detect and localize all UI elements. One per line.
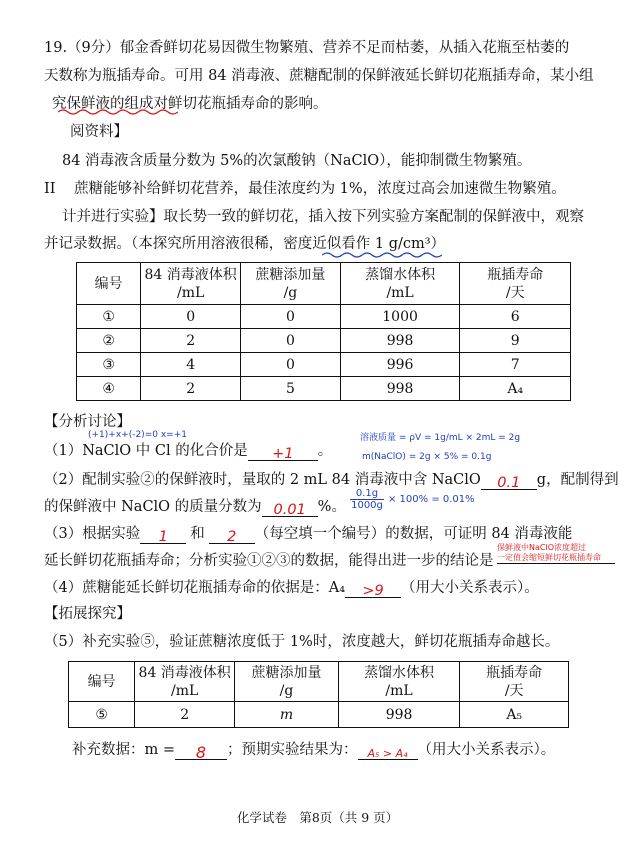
table-row [77,329,571,353]
experiment-table-2 [68,661,569,728]
t1-header-2: 蔗糖添加量 /g [241,263,341,305]
q4-text-b: （用大小关系表示）。 [401,580,539,596]
design-line-2: 并记录数据。（本探究所用溶液很稀，密度近似看作 1 g/cm³） [44,236,446,252]
extension-heading: 【拓展探究】 [44,606,131,622]
table-row [77,377,571,401]
q1-answer-blank[interactable] [248,444,318,461]
table-row [77,353,571,377]
supplement-text-c: （用大小关系表示）。 [417,742,556,758]
table-row [77,305,571,329]
t2-header-3: 蒸馏水体积 /mL [338,662,460,702]
info-heading: 阅资料】 [70,124,128,140]
q2-answer-2: 0.01 [273,502,306,518]
table-cell: 0 [241,305,341,329]
q1-end: 。 [317,443,333,459]
question-line-3: 究保鲜液的组成对鲜切花瓶插寿命的影响。 [52,96,328,112]
table-cell: m [235,702,339,728]
q3-answer-1: 1 [158,529,168,545]
info-item-2: 蔗糖能够补给鲜切花营养，最佳浓度约为 1%，浓度过高会加速微生物繁殖。 [74,181,566,197]
q3-text-b: 和 [190,526,205,542]
table-cell: A₅ [460,702,569,728]
q4-answer-blank[interactable] [345,581,401,598]
q4-answer: >9 [362,583,384,599]
q3-answer-1-blank[interactable] [140,527,186,544]
info-item-2-label: II [44,181,56,197]
q2-answer-2-blank[interactable] [262,500,318,517]
t2-header-0: 编号 [69,662,135,702]
q3-text-d: 延长鲜切花瓶插寿命；分析实验①②③的数据，能得出进一步的结论是 [44,553,494,569]
calc-frac-den: 1000g [351,500,383,511]
q3-answer-3-line2: 一定值会缩短鲜切花瓶插寿命 [497,553,601,562]
q2-answer-1: 0.1 [497,475,521,491]
q2-text-b: g，配制得到 [536,472,619,488]
calc-fraction [350,488,475,511]
q3-answer-3-line1: 保鲜液中NaClO浓度超过 [497,543,586,552]
calc-line-2: m(NaClO) = 2g × 5% = 0.1g [362,452,492,462]
table-cell: ① [77,305,141,329]
supplement-text-a: 补充数据：m = [72,742,176,758]
table-cell: A₄ [460,377,571,401]
q2-text-d: %。 [317,499,346,515]
table-cell: ③ [77,353,141,377]
supplement-answer-2: A₅ > A₄ [367,747,408,760]
t1-header-4: 瓶插寿命 /天 [460,263,571,305]
table-cell: 2 [135,702,235,728]
q3-answer-2: 2 [227,529,237,545]
info-item-1: 84 消毒液含质量分数为 5%的次氯酸钠（NaClO），能抑制微生物繁殖。 [62,153,532,169]
q1-handwritten-note: (+1)+x+(-2)=0 x=+1 [88,430,187,440]
table-cell: 9 [460,329,571,353]
table-cell: 996 [340,353,460,377]
table-cell: ④ [77,377,141,401]
supplement-answer-2-blank[interactable] [358,743,418,760]
table-cell: 1000 [340,305,460,329]
page-footer: 化学试卷 第8页（共 9 页） [236,810,399,825]
calc-frac-tail: × 100% = 0.01% [388,494,475,505]
calc-frac-num: 0.1g [355,488,379,499]
question-line-2: 天数称为瓶插寿命。可用 84 消毒液、蔗糖配制的保鲜液延长鲜切花瓶插寿命，某小组 [44,68,594,84]
q4-text-a: （4）蔗糖能延长鲜切花瓶插寿命的依据是：A₄ [44,580,346,596]
supplement-answer-1: 8 [195,743,207,762]
q3-answer-3-blank[interactable] [497,543,615,564]
table-cell: ⑤ [69,702,135,728]
q2-text-a: （2）配制实验②的保鲜液时，量取的 2 mL 84 消毒液中含 NaClO [44,472,481,488]
table-cell: 998 [340,329,460,353]
q3-text-a: （3）根据实验 [44,526,141,542]
table-cell: 2 [141,377,241,401]
supplement-text-b: ；预期实验结果为： [227,742,358,758]
table-row [69,702,569,728]
q1-text: （1）NaClO 中 Cl 的化合价是 [44,443,248,459]
q3-text-c: （每空填一个编号）的数据，可证明 84 消毒液能 [254,526,573,542]
table-cell: 5 [241,377,341,401]
experiment-table-1 [76,262,571,401]
q5-text: （5）补充实验⑤，验证蔗糖浓度低于 1%时，浓度越大，鲜切花瓶插寿命越长。 [44,634,560,650]
t1-header-0: 编号 [77,263,141,305]
table-cell: 6 [460,305,571,329]
table-cell: 998 [338,702,460,728]
q3-answer-2-blank[interactable] [209,527,255,544]
q1-answer: +1 [272,446,294,462]
q2-text-c: 的保鲜液中 NaClO 的质量分数为 [44,499,262,515]
t2-header-4: 瓶插寿命 /天 [460,662,569,702]
table-cell: 0 [141,305,241,329]
t2-header-2: 蔗糖添加量 /g [235,662,339,702]
t1-header-1: 84 消毒液体积 /mL [141,263,241,305]
table-cell: 2 [141,329,241,353]
t1-header-3: 蒸馏水体积 /mL [340,263,460,305]
q2-answer-1-blank[interactable] [481,473,537,490]
calc-line-1: 溶液质量 = ρV = 1g/mL × 2mL = 2g [360,433,521,443]
table-cell: 7 [460,353,571,377]
t2-header-1: 84 消毒液体积 /mL [135,662,235,702]
analysis-heading: 【分析讨论】 [44,414,131,430]
blue-underline [322,251,442,259]
table-cell: 4 [141,353,241,377]
table-cell: ② [77,329,141,353]
design-line-1: 计并进行实验】取长势一致的鲜切花，插入按下列实验方案配制的保鲜液中，观察 [62,209,584,225]
question-line-1: 19.（9分）郁金香鲜切花易因微生物繁殖、营养不足而枯萎，从插入花瓶至枯萎的 [44,40,570,56]
table-cell: 0 [241,353,341,377]
table-cell: 0 [241,329,341,353]
wavy-underline [58,108,178,116]
supplement-answer-1-blank[interactable] [175,743,227,760]
table-cell: 998 [340,377,460,401]
